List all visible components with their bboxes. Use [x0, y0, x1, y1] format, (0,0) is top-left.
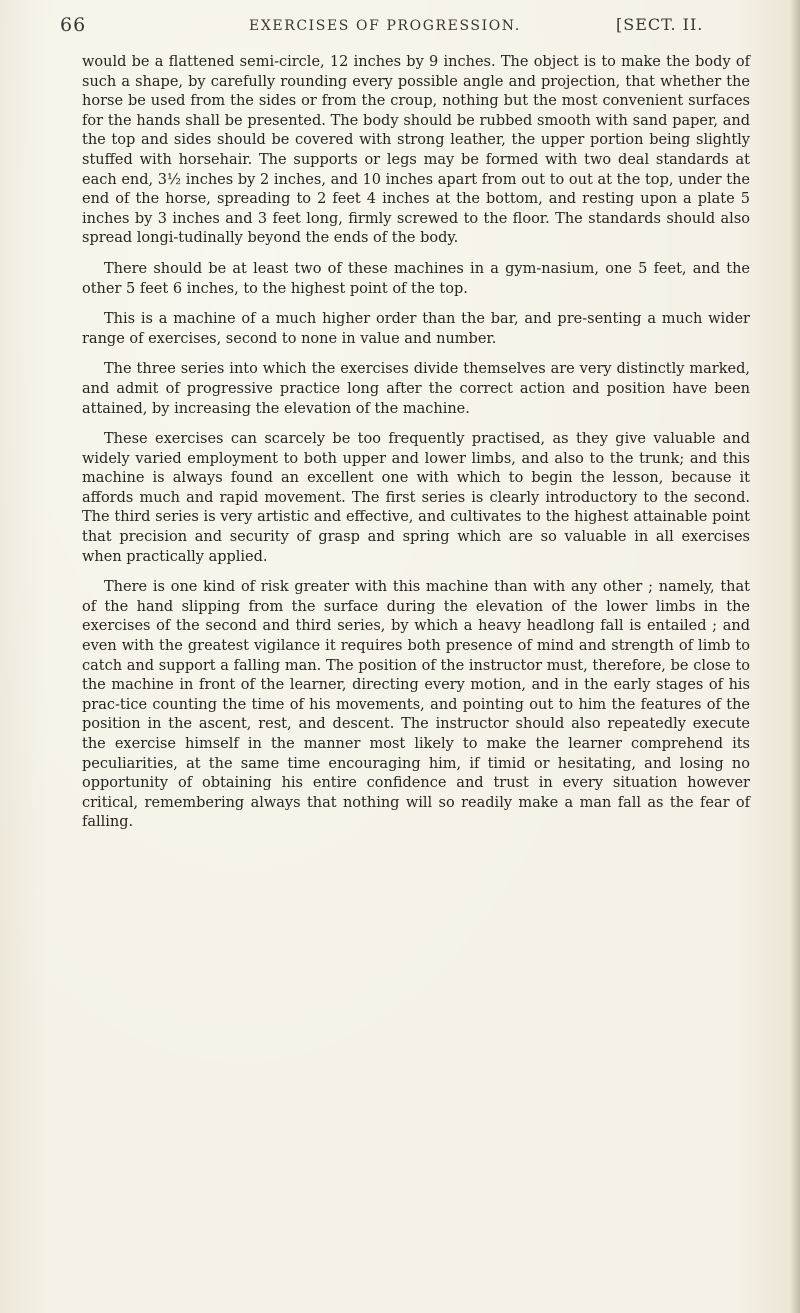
- running-title: EXERCISES OF PROGRESSION.: [249, 18, 521, 34]
- paragraph: The three series into which the exercises divide themselves are very distinctly marked, and admit of progressive practice long after the correct action and position have been attained, by increasing the elevation of the machine.: [82, 361, 750, 417]
- section-reference: [SECT. II.: [616, 15, 704, 34]
- paragraph: This is a machine of a much higher order than the bar, and pre-senting a much wider range of exercises, second to none in value and number.: [82, 311, 750, 347]
- running-header: [60, 10, 760, 50]
- body-text: [82, 53, 750, 833]
- paragraph-continued: would be a flattened semi-circle, 12 inches by 9 inches. The object is to make the body of such a shape, by carefully rounding every possible angle and projection, that whether the horse be used from the sides or from the croup, nothing but the most convenient surfaces for the hands shall be presented. The body should be rubbed smooth with sand paper, and the top and sides should be covered with strong leather, the upper portion being slightly stuffed with horsehair. The supports or legs may be formed with two deal standards at each end, 3½ inches by 2 inches, and 10 inches apart from out to out at the top, under the end of the horse, spreading to 2 feet 4 inches at the bottom, and resting upon a plate 5 inches by 3 inches and 3 feet long, firmly screwed to the floor. The standards should also spread longi-tudinally beyond the ends of the body.: [82, 54, 750, 247]
- paragraph: There should be at least two of these machines in a gym-nasium, one 5 feet, and the other 5 feet 6 inches, to the highest point of the top.: [82, 260, 750, 297]
- page-edge-shadow: [790, 0, 800, 1313]
- paragraph: These exercises can scarcely be too frequently practised, as they give valuable and widely varied employment to both upper and lower limbs, and also to the trunk; and this machine is always found an excellent one with which to begin the lesson, because it affords much and rapid movement. The first series is clearly introductory to the second. The third series is very artistic and effective, and cultivates to the highest attainable point that precision and security of grasp and spring which are so valuable in all exercises when practically applied.: [82, 431, 750, 565]
- paragraph: There is one kind of risk greater with this machine than with any other ; namely, that of the hand slipping from the surface during the elevation of the lower limbs in the exercises of the second and third series, by which a heavy headlong fall is entailed ; and even with the greatest vigilance it requires both presence of mind and strength of limb to catch and support a falling man. The position of the instructor must, therefore, be close to the machine in front of the learner, directing every motion, and in the early stages of his prac-tice counting the time of his movements, and pointing out to him the features of the position in the ascent, rest, and descent. The instructor should also repeatedly execute the exercise himself in the manner most likely to make the learner comprehend its peculiarities, at the same time encouraging him, if timid or hesitating, and losing no opportunity of obtaining his entire confidence and trust in every situation however critical, remembering always that nothing will so readily make a man fall as the fear of falling.: [82, 579, 750, 831]
- page-number: 66: [60, 14, 87, 36]
